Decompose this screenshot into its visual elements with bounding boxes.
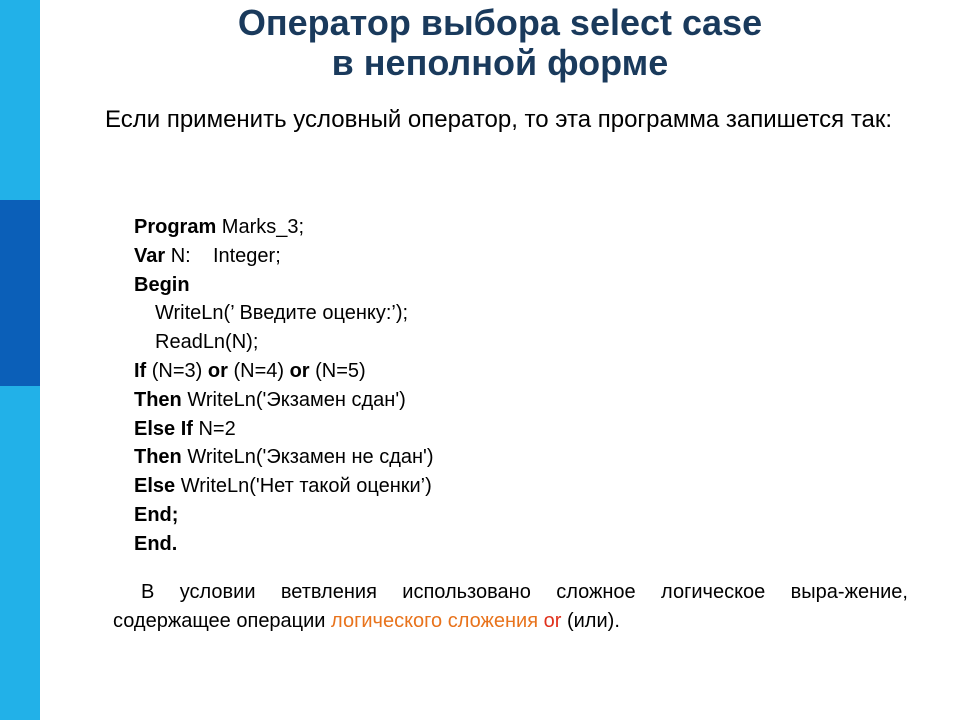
note-text: В условии ветвления использовано сложное логическое выра-жение, содержащее операции [113, 581, 908, 632]
code-line-12: End. [134, 532, 178, 555]
note-text-end: (или). [561, 610, 620, 632]
keyword-begin: Begin [134, 273, 190, 296]
code-line-7: Then WriteLn('Экзамен сдан') [134, 388, 406, 411]
code-line-3 [134, 271, 434, 300]
code-line-8: Else If N=2 [134, 417, 236, 440]
left-accent-bar [0, 0, 40, 720]
note-highlight: логического сложения [331, 610, 539, 632]
code-line-2: Var N: Integer; [134, 244, 281, 267]
code-listing [134, 213, 434, 559]
code-line-9: Then WriteLn('Экзамен не сдан') [134, 446, 434, 469]
slide-title-line-1: Оператор выбора select case [237, 2, 763, 43]
code-line-11: End; [134, 503, 179, 526]
code-line-1: Program Marks_3; [134, 216, 305, 238]
intro-paragraph [65, 103, 915, 136]
note-paragraph [113, 578, 908, 636]
left-accent-bar-dark-segment [0, 200, 40, 386]
code-line-6: If (N=3) or (N=4) or (N=5) [134, 359, 366, 382]
code-line-5: ReadLn(N); [155, 331, 259, 354]
code-line-10: Else WriteLn('Нет такой оценки’) [134, 475, 432, 498]
keyword-program: Program [134, 216, 217, 238]
slide-title [40, 3, 960, 83]
note-keyword-or: or [543, 610, 562, 632]
keyword-var: Var [134, 244, 166, 267]
slide-title-line-2: в неполной форме [331, 42, 669, 83]
intro-text: Если применить условный оператор, то эта программа запишется так: [105, 106, 893, 133]
code-line-4: WriteLn(’ Введите оценку:’); [155, 302, 409, 325]
